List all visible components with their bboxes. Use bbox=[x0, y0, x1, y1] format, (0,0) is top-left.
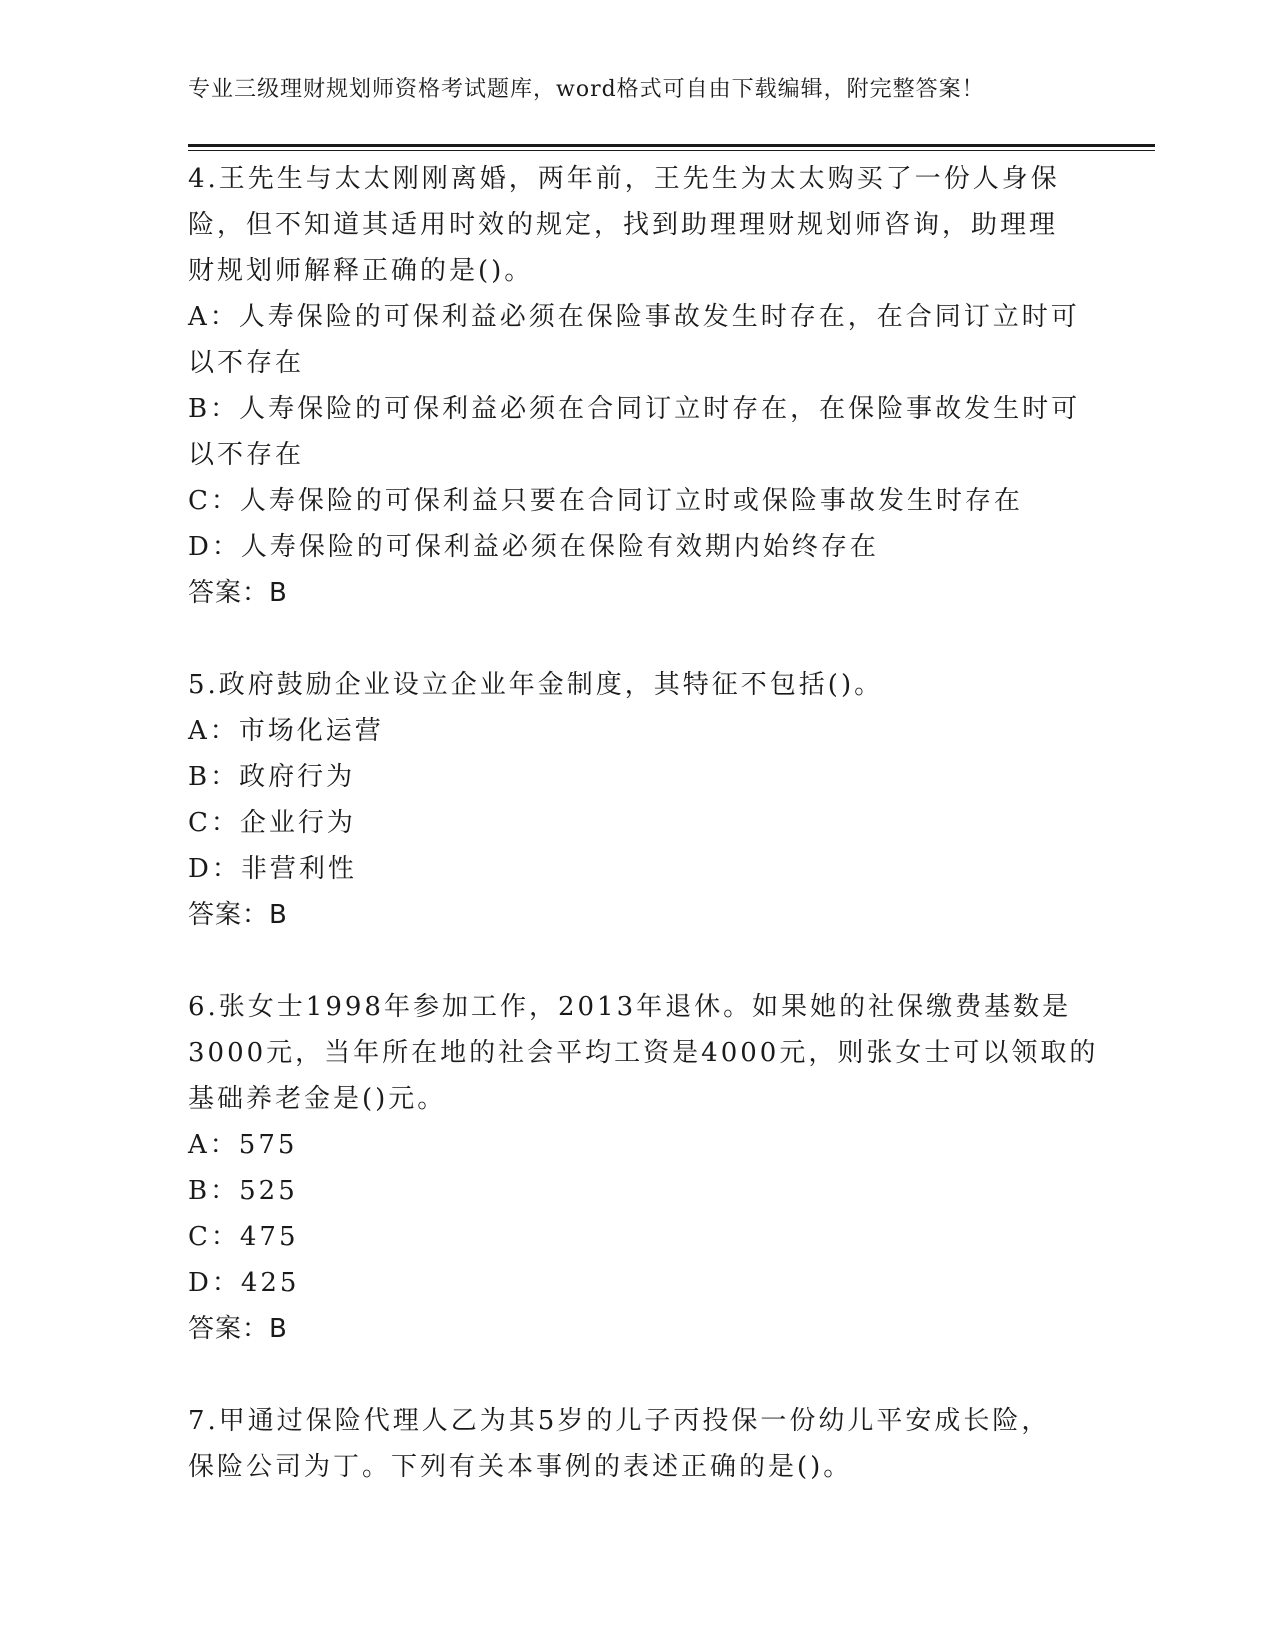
option-c: C：企业行为 bbox=[188, 808, 356, 838]
answer-label: 答案：B bbox=[188, 900, 288, 930]
option-a-continued: 以不存在 bbox=[188, 348, 305, 378]
header-rule-thin bbox=[188, 150, 1155, 151]
question-list bbox=[188, 156, 1099, 1490]
question-stem-line: 财规划师解释正确的是()。 bbox=[188, 256, 534, 286]
question-4 bbox=[188, 156, 1088, 616]
option-b: B：政府行为 bbox=[188, 762, 356, 792]
question-stem-line: 保险公司为丁。下列有关本事例的表述正确的是()。 bbox=[188, 1452, 853, 1482]
option-b: B：525 bbox=[188, 1176, 298, 1206]
question-stem-line: 7.甲通过保险代理人乙为其5岁的儿子丙投保一份幼儿平安成长险， bbox=[188, 1406, 1051, 1436]
option-c: C：475 bbox=[188, 1222, 299, 1252]
answer-label: 答案：B bbox=[188, 1314, 288, 1344]
question-5 bbox=[188, 662, 1088, 938]
option-b: B：人寿保险的可保利益必须在合同订立时存在，在保险事故发生时可 bbox=[188, 394, 1081, 424]
header-rule-thick bbox=[188, 144, 1155, 147]
page-header: 专业三级理财规划师资格考试题库，word格式可自由下载编辑，附完整答案！ bbox=[188, 77, 985, 102]
spacer bbox=[188, 1352, 1088, 1398]
spacer bbox=[188, 616, 1088, 662]
question-stem-line: 基础养老金是()元。 bbox=[188, 1084, 447, 1114]
option-c: C：人寿保险的可保利益只要在合同订立时或保险事故发生时存在 bbox=[188, 486, 1023, 516]
question-stem-line: 4.王先生与太太刚刚离婚，两年前，王先生为太太购买了一份人身保 bbox=[188, 164, 1060, 194]
option-a: A：市场化运营 bbox=[188, 716, 384, 746]
answer-label: 答案：B bbox=[188, 578, 288, 608]
question-stem-line: 3000元，当年所在地的社会平均工资是4000元，则张女士可以领取的 bbox=[188, 1038, 1099, 1068]
option-a: A：人寿保险的可保利益必须在保险事故发生时存在，在合同订立时可 bbox=[188, 302, 1080, 332]
question-stem-line: 6.张女士1998年参加工作，2013年退休。如果她的社保缴费基数是 bbox=[188, 992, 1072, 1022]
option-d: D：人寿保险的可保利益必须在保险有效期内始终存在 bbox=[188, 532, 879, 562]
question-stem-line: 5.政府鼓励企业设立企业年金制度，其特征不包括()。 bbox=[188, 670, 884, 700]
question-stem-line: 险，但不知道其适用时效的规定，找到助理理财规划师咨询，助理理 bbox=[188, 210, 1059, 240]
option-b-continued: 以不存在 bbox=[188, 440, 305, 470]
spacer bbox=[188, 938, 1088, 984]
option-d: D：425 bbox=[188, 1268, 300, 1298]
option-a: A：575 bbox=[188, 1130, 298, 1160]
option-d: D：非营利性 bbox=[188, 854, 357, 884]
question-6 bbox=[188, 984, 1099, 1352]
question-7 bbox=[188, 1398, 1088, 1490]
